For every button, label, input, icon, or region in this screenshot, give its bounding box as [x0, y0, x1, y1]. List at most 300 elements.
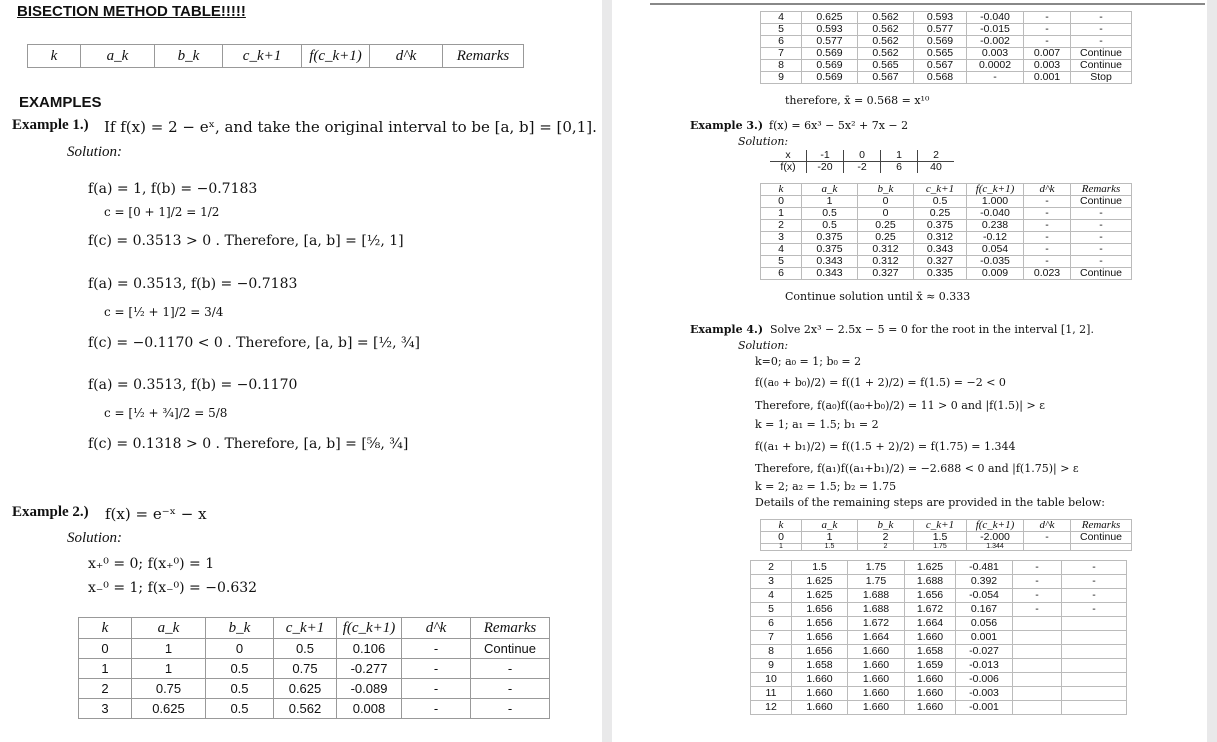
table-cell — [1013, 687, 1062, 701]
example2-continued-table — [760, 11, 1132, 84]
table-cell: 4 — [761, 12, 802, 24]
table-cell: - — [1024, 208, 1071, 220]
table-cell: Continue — [471, 639, 550, 659]
table-cell: 5 — [761, 256, 802, 268]
header-cell: k — [79, 618, 132, 639]
header-cell: Remarks — [1071, 520, 1132, 532]
header-cell: f(c_k+1) — [337, 618, 402, 639]
table-cell: 6 — [881, 162, 918, 174]
header-cell: b_k — [858, 520, 914, 532]
header-cell: b_k — [155, 45, 223, 68]
table-cell: 2 — [858, 532, 914, 544]
table-cell: - — [1062, 589, 1127, 603]
ex4-line3: Therefore, f(a₀)f((a₀+b₀)/2) = 11 > 0 and |f(1.5)| > ε — [755, 399, 1045, 412]
table-cell: 0.343 — [802, 268, 858, 280]
table-row — [770, 150, 954, 162]
table-row — [761, 184, 1132, 196]
table-cell: 1.664 — [905, 617, 956, 631]
table-cell: 0 — [844, 150, 881, 162]
table-cell: 0 — [858, 196, 914, 208]
table-cell: 1.672 — [905, 603, 956, 617]
table-cell: 0.001 — [1024, 72, 1071, 84]
header-cell: a_k — [802, 184, 858, 196]
table-cell: - — [471, 699, 550, 719]
table-cell: - — [1062, 603, 1127, 617]
header-cell: a_k — [132, 618, 206, 639]
example1-label: Example 1.) — [12, 117, 89, 133]
example2-statement: f(x) = e⁻ˣ − x — [105, 505, 207, 523]
table-cell: 1.660 — [848, 659, 905, 673]
page-gutter — [602, 0, 612, 742]
table-row — [751, 575, 1127, 589]
table-cell: - — [1071, 232, 1132, 244]
table-cell: 0.023 — [1024, 268, 1071, 280]
top-rule — [650, 3, 1205, 5]
table-cell: 0.327 — [858, 268, 914, 280]
table-cell: 0 — [206, 639, 274, 659]
table-cell — [1062, 701, 1127, 715]
table-cell: 1.660 — [792, 687, 848, 701]
table-cell: 0.167 — [956, 603, 1013, 617]
table-cell: 0.0002 — [967, 60, 1024, 72]
header-cell: Remarks — [443, 45, 524, 68]
ex4-line7: k = 2; a₂ = 1.5; b₂ = 1.75 — [755, 480, 897, 493]
examples-heading: EXAMPLES — [19, 94, 102, 111]
table-cell: Continue — [1071, 196, 1132, 208]
table-cell: 0.562 — [858, 24, 914, 36]
example4-table-top — [760, 519, 1132, 551]
table-cell: 1.660 — [848, 673, 905, 687]
table-cell: -0.481 — [956, 561, 1013, 575]
table-cell: 6 — [751, 617, 792, 631]
table-cell: 0.625 — [802, 12, 858, 24]
table-cell: 0.562 — [274, 699, 337, 719]
header-cell: c_k+1 — [274, 618, 337, 639]
table-cell: 1.344 — [967, 544, 1024, 551]
table-cell: 1.656 — [792, 631, 848, 645]
table-row — [751, 589, 1127, 603]
table-cell: 2 — [751, 561, 792, 575]
table-cell: 0.562 — [858, 36, 914, 48]
table-row — [79, 618, 550, 639]
table-cell: 1.660 — [905, 631, 956, 645]
table-cell: 0.343 — [802, 256, 858, 268]
table-cell: 0.312 — [914, 232, 967, 244]
table-cell: 0.562 — [858, 48, 914, 60]
table-cell: -0.006 — [956, 673, 1013, 687]
table-cell: 8 — [761, 60, 802, 72]
table-cell: -0.12 — [967, 232, 1024, 244]
header-cell: c_k+1 — [914, 520, 967, 532]
table-cell: 5 — [751, 603, 792, 617]
ex1-step2-c: c = [½ + 1]/2 = 3/4 — [104, 305, 224, 319]
ex1-step2-f: f(a) = 0.3513, f(b) = −0.7183 — [88, 276, 298, 292]
table-cell: 0.238 — [967, 220, 1024, 232]
table-cell: 1.656 — [792, 645, 848, 659]
example3-label: Example 3.) — [690, 119, 764, 132]
header-cell: b_k — [206, 618, 274, 639]
header-cell: b_k — [858, 184, 914, 196]
table-cell: 6 — [761, 268, 802, 280]
table-cell: - — [1071, 208, 1132, 220]
ex1-step3-f: f(a) = 0.3513, f(b) = −0.1170 — [88, 377, 298, 393]
table-cell: 0.569 — [802, 48, 858, 60]
table-cell: - — [471, 679, 550, 699]
example2-table — [78, 617, 550, 719]
table-row — [79, 639, 550, 659]
table-cell: 1.660 — [905, 673, 956, 687]
table-cell: - — [1071, 244, 1132, 256]
table-cell: -0.013 — [956, 659, 1013, 673]
table-cell: 1.664 — [848, 631, 905, 645]
table-cell: 0.056 — [956, 617, 1013, 631]
table-cell — [1024, 544, 1071, 551]
table-cell: 0.5 — [802, 208, 858, 220]
table-cell: 0.392 — [956, 575, 1013, 589]
table-cell: 6 — [761, 36, 802, 48]
ex4-line5: f((a₁ + b₁)/2) = f((1.5 + 2)/2) = f(1.75) = 1.344 — [755, 440, 1016, 453]
table-cell: -0.040 — [967, 12, 1024, 24]
table-cell: 0.5 — [206, 659, 274, 679]
table-cell: 1.625 — [905, 561, 956, 575]
table-cell: -0.003 — [956, 687, 1013, 701]
table-cell: 1.688 — [848, 589, 905, 603]
table-row — [761, 24, 1132, 36]
table-row — [751, 617, 1127, 631]
table-cell: - — [1013, 575, 1062, 589]
table-cell: 0.625 — [274, 679, 337, 699]
table-cell: 0.106 — [337, 639, 402, 659]
table-cell: 1.656 — [792, 603, 848, 617]
table-cell: - — [1071, 256, 1132, 268]
ex1-step3-fc: f(c) = 0.1318 > 0 . Therefore, [a, b] = [⅝, ¾] — [88, 436, 409, 452]
table-cell: 12 — [751, 701, 792, 715]
table-cell: 0.25 — [914, 208, 967, 220]
table-row — [761, 208, 1132, 220]
header-cell: f(c_k+1) — [967, 184, 1024, 196]
example3-statement: f(x) = 6x³ − 5x² + 7x − 2 — [769, 119, 909, 132]
header-cell: d^k — [402, 618, 471, 639]
table-cell: -2 — [844, 162, 881, 174]
table-row — [751, 561, 1127, 575]
table-cell: 2 — [858, 544, 914, 551]
table-cell: Continue — [1071, 60, 1132, 72]
table-cell: - — [402, 639, 471, 659]
table-cell: - — [402, 699, 471, 719]
table-cell: 0.567 — [858, 72, 914, 84]
table-cell: 1.660 — [848, 687, 905, 701]
table-cell: -0.040 — [967, 208, 1024, 220]
table-row — [79, 699, 550, 719]
header-cell: Remarks — [471, 618, 550, 639]
table-cell: 0.565 — [914, 48, 967, 60]
table-cell — [1062, 617, 1127, 631]
table-cell: -2.000 — [967, 532, 1024, 544]
table-cell: - — [1024, 196, 1071, 208]
table-cell: 0.312 — [858, 244, 914, 256]
header-cell: k — [761, 520, 802, 532]
table-cell: 1 — [761, 544, 802, 551]
table-row — [751, 603, 1127, 617]
table-cell: 9 — [751, 659, 792, 673]
table-cell: Continue — [1071, 268, 1132, 280]
table-cell: f(x) — [770, 162, 807, 174]
table-cell — [1062, 631, 1127, 645]
page-gutter-right — [1207, 0, 1217, 742]
table-row — [79, 659, 550, 679]
table-cell: 1 — [79, 659, 132, 679]
table-cell: 0.054 — [967, 244, 1024, 256]
table-cell: - — [1024, 256, 1071, 268]
table-cell: - — [1024, 532, 1071, 544]
table-cell: 1.625 — [792, 589, 848, 603]
table-cell: 0.343 — [914, 244, 967, 256]
table-cell — [1013, 631, 1062, 645]
example1-statement: If f(x) = 2 − eˣ, and take the original interval to be [a, b] = [0,1]. — [104, 118, 597, 136]
table-cell: 1.660 — [792, 701, 848, 715]
table-cell: Stop — [1071, 72, 1132, 84]
table-cell: 0.593 — [802, 24, 858, 36]
table-row — [751, 645, 1127, 659]
table-cell: 8 — [751, 645, 792, 659]
table-cell: -0.089 — [337, 679, 402, 699]
table-cell: 0 — [761, 532, 802, 544]
header-cell: a_k — [802, 520, 858, 532]
table-cell: 9 — [761, 72, 802, 84]
example4-label: Example 4.) — [690, 323, 764, 336]
table-cell: 1.660 — [905, 701, 956, 715]
table-cell: 0.593 — [914, 12, 967, 24]
table-cell: 1.5 — [914, 532, 967, 544]
table-cell — [1062, 645, 1127, 659]
table-cell: - — [1013, 589, 1062, 603]
table-row — [761, 532, 1132, 544]
table-cell: 1.660 — [848, 701, 905, 715]
table-cell: 1.672 — [848, 617, 905, 631]
table-cell: 0.75 — [132, 679, 206, 699]
table-cell: 1 — [802, 196, 858, 208]
table-row — [28, 45, 524, 68]
table-cell: 0.567 — [914, 60, 967, 72]
table-cell: -0.001 — [956, 701, 1013, 715]
table-cell: - — [1024, 232, 1071, 244]
table-row — [761, 268, 1132, 280]
table-cell: - — [1024, 12, 1071, 24]
table-cell: 0.375 — [802, 244, 858, 256]
example2-solution-label: Solution: — [67, 530, 122, 546]
header-cell: c_k+1 — [223, 45, 302, 68]
table-row — [761, 232, 1132, 244]
ex1-step1-f: f(a) = 1, f(b) = −0.7183 — [88, 181, 258, 197]
table-cell: - — [1013, 561, 1062, 575]
header-cell: f(c_k+1) — [967, 520, 1024, 532]
table-cell — [1013, 701, 1062, 715]
ex1-step3-c: c = [½ + ¾]/2 = 5/8 — [104, 406, 228, 420]
table-cell: 0.569 — [802, 60, 858, 72]
table-cell: - — [1071, 12, 1132, 24]
ex2-line1: x₊⁰ = 0; f(x₊⁰) = 1 — [88, 556, 215, 572]
header-cell: c_k+1 — [914, 184, 967, 196]
table-cell: 0.335 — [914, 268, 967, 280]
table-cell: 1 — [132, 659, 206, 679]
table-cell: 0.5 — [206, 679, 274, 699]
table-cell: - — [402, 659, 471, 679]
table-cell: 0.009 — [967, 268, 1024, 280]
table-cell: 7 — [761, 48, 802, 60]
ex1-step2-fc: f(c) = −0.1170 < 0 . Therefore, [a, b] = [½, ¾] — [88, 335, 421, 351]
header-cell: f(c_k+1) — [302, 45, 370, 68]
table-cell: 3 — [751, 575, 792, 589]
table-cell: 0.003 — [1024, 60, 1071, 72]
table-cell: 0.625 — [132, 699, 206, 719]
table-cell: 0.008 — [337, 699, 402, 719]
ex1-step1-fc: f(c) = 0.3513 > 0 . Therefore, [a, b] = [½, 1] — [88, 233, 404, 249]
table-cell — [1013, 659, 1062, 673]
table-cell: 40 — [918, 162, 955, 174]
table-cell: 2 — [761, 220, 802, 232]
table-row — [751, 701, 1127, 715]
example3-result: Continue solution until x̄ ≈ 0.333 — [785, 290, 971, 303]
ex4-line2: f((a₀ + b₀)/2) = f((1 + 2)/2) = f(1.5) = −2 < 0 — [755, 376, 1006, 389]
table-row — [751, 687, 1127, 701]
table-cell: 1.658 — [905, 645, 956, 659]
table-row — [761, 256, 1132, 268]
table-cell: -0.054 — [956, 589, 1013, 603]
table-cell: 1.75 — [914, 544, 967, 551]
example3-table — [760, 183, 1132, 280]
table-cell: -0.027 — [956, 645, 1013, 659]
table-cell: 0 — [761, 196, 802, 208]
ex4-line6: Therefore, f(a₁)f((a₁+b₁)/2) = −2.688 < 0 and |f(1.75)| > ε — [755, 462, 1079, 475]
table-cell: - — [1024, 36, 1071, 48]
table-cell: 1 — [802, 532, 858, 544]
table-cell: -0.277 — [337, 659, 402, 679]
table-cell: 0.25 — [858, 232, 914, 244]
table-cell: 0.565 — [858, 60, 914, 72]
table-row — [761, 196, 1132, 208]
table-cell: - — [1024, 244, 1071, 256]
header-cell: Remarks — [1071, 184, 1132, 196]
table-row — [751, 659, 1127, 673]
table-cell: - — [471, 659, 550, 679]
example4-statement: Solve 2x³ − 2.5x − 5 = 0 for the root in the interval [1, 2]. — [770, 323, 1094, 336]
header-cell: d^k — [370, 45, 443, 68]
table-cell: 0.5 — [274, 639, 337, 659]
table-row — [761, 520, 1132, 532]
header-table — [27, 44, 524, 68]
table-cell — [1013, 617, 1062, 631]
table-cell: 0.375 — [802, 232, 858, 244]
table-cell: 5 — [761, 24, 802, 36]
table-cell: Continue — [1071, 48, 1132, 60]
table-cell — [1062, 659, 1127, 673]
table-cell: 0.375 — [914, 220, 967, 232]
table-cell: 2 — [79, 679, 132, 699]
table-cell: - — [1071, 36, 1132, 48]
table-cell: - — [1024, 24, 1071, 36]
table-row — [79, 679, 550, 699]
table-cell: 0.569 — [802, 72, 858, 84]
table-cell: 3 — [761, 232, 802, 244]
table-cell: 4 — [751, 589, 792, 603]
table-cell: 0 — [858, 208, 914, 220]
table-cell: 0.569 — [914, 36, 967, 48]
table-cell: 1.5 — [802, 544, 858, 551]
table-row — [761, 544, 1132, 551]
table-cell: 0.562 — [858, 12, 914, 24]
table-cell: 1.75 — [848, 561, 905, 575]
table-row — [761, 220, 1132, 232]
table-cell: 1.658 — [792, 659, 848, 673]
table-cell — [1062, 687, 1127, 701]
table-cell: 1.75 — [848, 575, 905, 589]
table-row — [761, 60, 1132, 72]
table-cell: 0.007 — [1024, 48, 1071, 60]
table-cell: 0.312 — [858, 256, 914, 268]
table-cell: 0.5 — [206, 699, 274, 719]
table-cell: 2 — [933, 149, 939, 161]
table-cell: -20 — [807, 162, 844, 174]
table-cell: 1.660 — [848, 645, 905, 659]
table-cell: - — [1024, 220, 1071, 232]
table-cell: 1.688 — [848, 603, 905, 617]
example1-solution-label: Solution: — [67, 144, 122, 160]
table-cell — [1013, 645, 1062, 659]
table-cell: - — [1013, 603, 1062, 617]
page-title: BISECTION METHOD TABLE!!!!! — [17, 3, 246, 20]
table-cell: 1 — [132, 639, 206, 659]
table-cell: -0.002 — [967, 36, 1024, 48]
table-cell: 4 — [761, 244, 802, 256]
table-cell: 1.656 — [905, 589, 956, 603]
table-row — [761, 12, 1132, 24]
header-cell: k — [28, 45, 81, 68]
table-cell — [1062, 673, 1127, 687]
example2-label: Example 2.) — [12, 504, 89, 520]
table-cell: 1.000 — [967, 196, 1024, 208]
table-cell: 0.001 — [956, 631, 1013, 645]
table-cell: 0 — [79, 639, 132, 659]
table-cell: x — [770, 150, 807, 162]
table-cell: 1.660 — [905, 687, 956, 701]
table-cell: 0.003 — [967, 48, 1024, 60]
header-cell: d^k — [1024, 184, 1071, 196]
table-cell: 3 — [79, 699, 132, 719]
table-cell: 1.625 — [792, 575, 848, 589]
table-cell: -0.015 — [967, 24, 1024, 36]
table-cell: - — [402, 679, 471, 699]
ex4-line8: Details of the remaining steps are provided in the table below: — [755, 496, 1105, 509]
example2-result: therefore, x̄ = 0.568 = x¹⁰ — [785, 94, 930, 107]
table-row — [761, 244, 1132, 256]
table-cell: 0.577 — [802, 36, 858, 48]
table-cell — [1071, 544, 1132, 551]
example4-table-bottom — [750, 560, 1127, 715]
ex2-line2: x₋⁰ = 1; f(x₋⁰) = −0.632 — [88, 580, 258, 596]
table-cell: 0.577 — [914, 24, 967, 36]
table-cell: 1.660 — [792, 673, 848, 687]
table-cell: 0.25 — [858, 220, 914, 232]
table-cell: - — [1062, 575, 1127, 589]
table-cell: Continue — [1071, 532, 1132, 544]
header-cell: k — [761, 184, 802, 196]
example3-values-table — [770, 150, 954, 173]
table-cell: 1 — [881, 150, 918, 162]
ex1-step1-c: c = [0 + 1]/2 = 1/2 — [104, 205, 220, 219]
header-cell: a_k — [81, 45, 155, 68]
table-row — [761, 72, 1132, 84]
table-cell: 11 — [751, 687, 792, 701]
